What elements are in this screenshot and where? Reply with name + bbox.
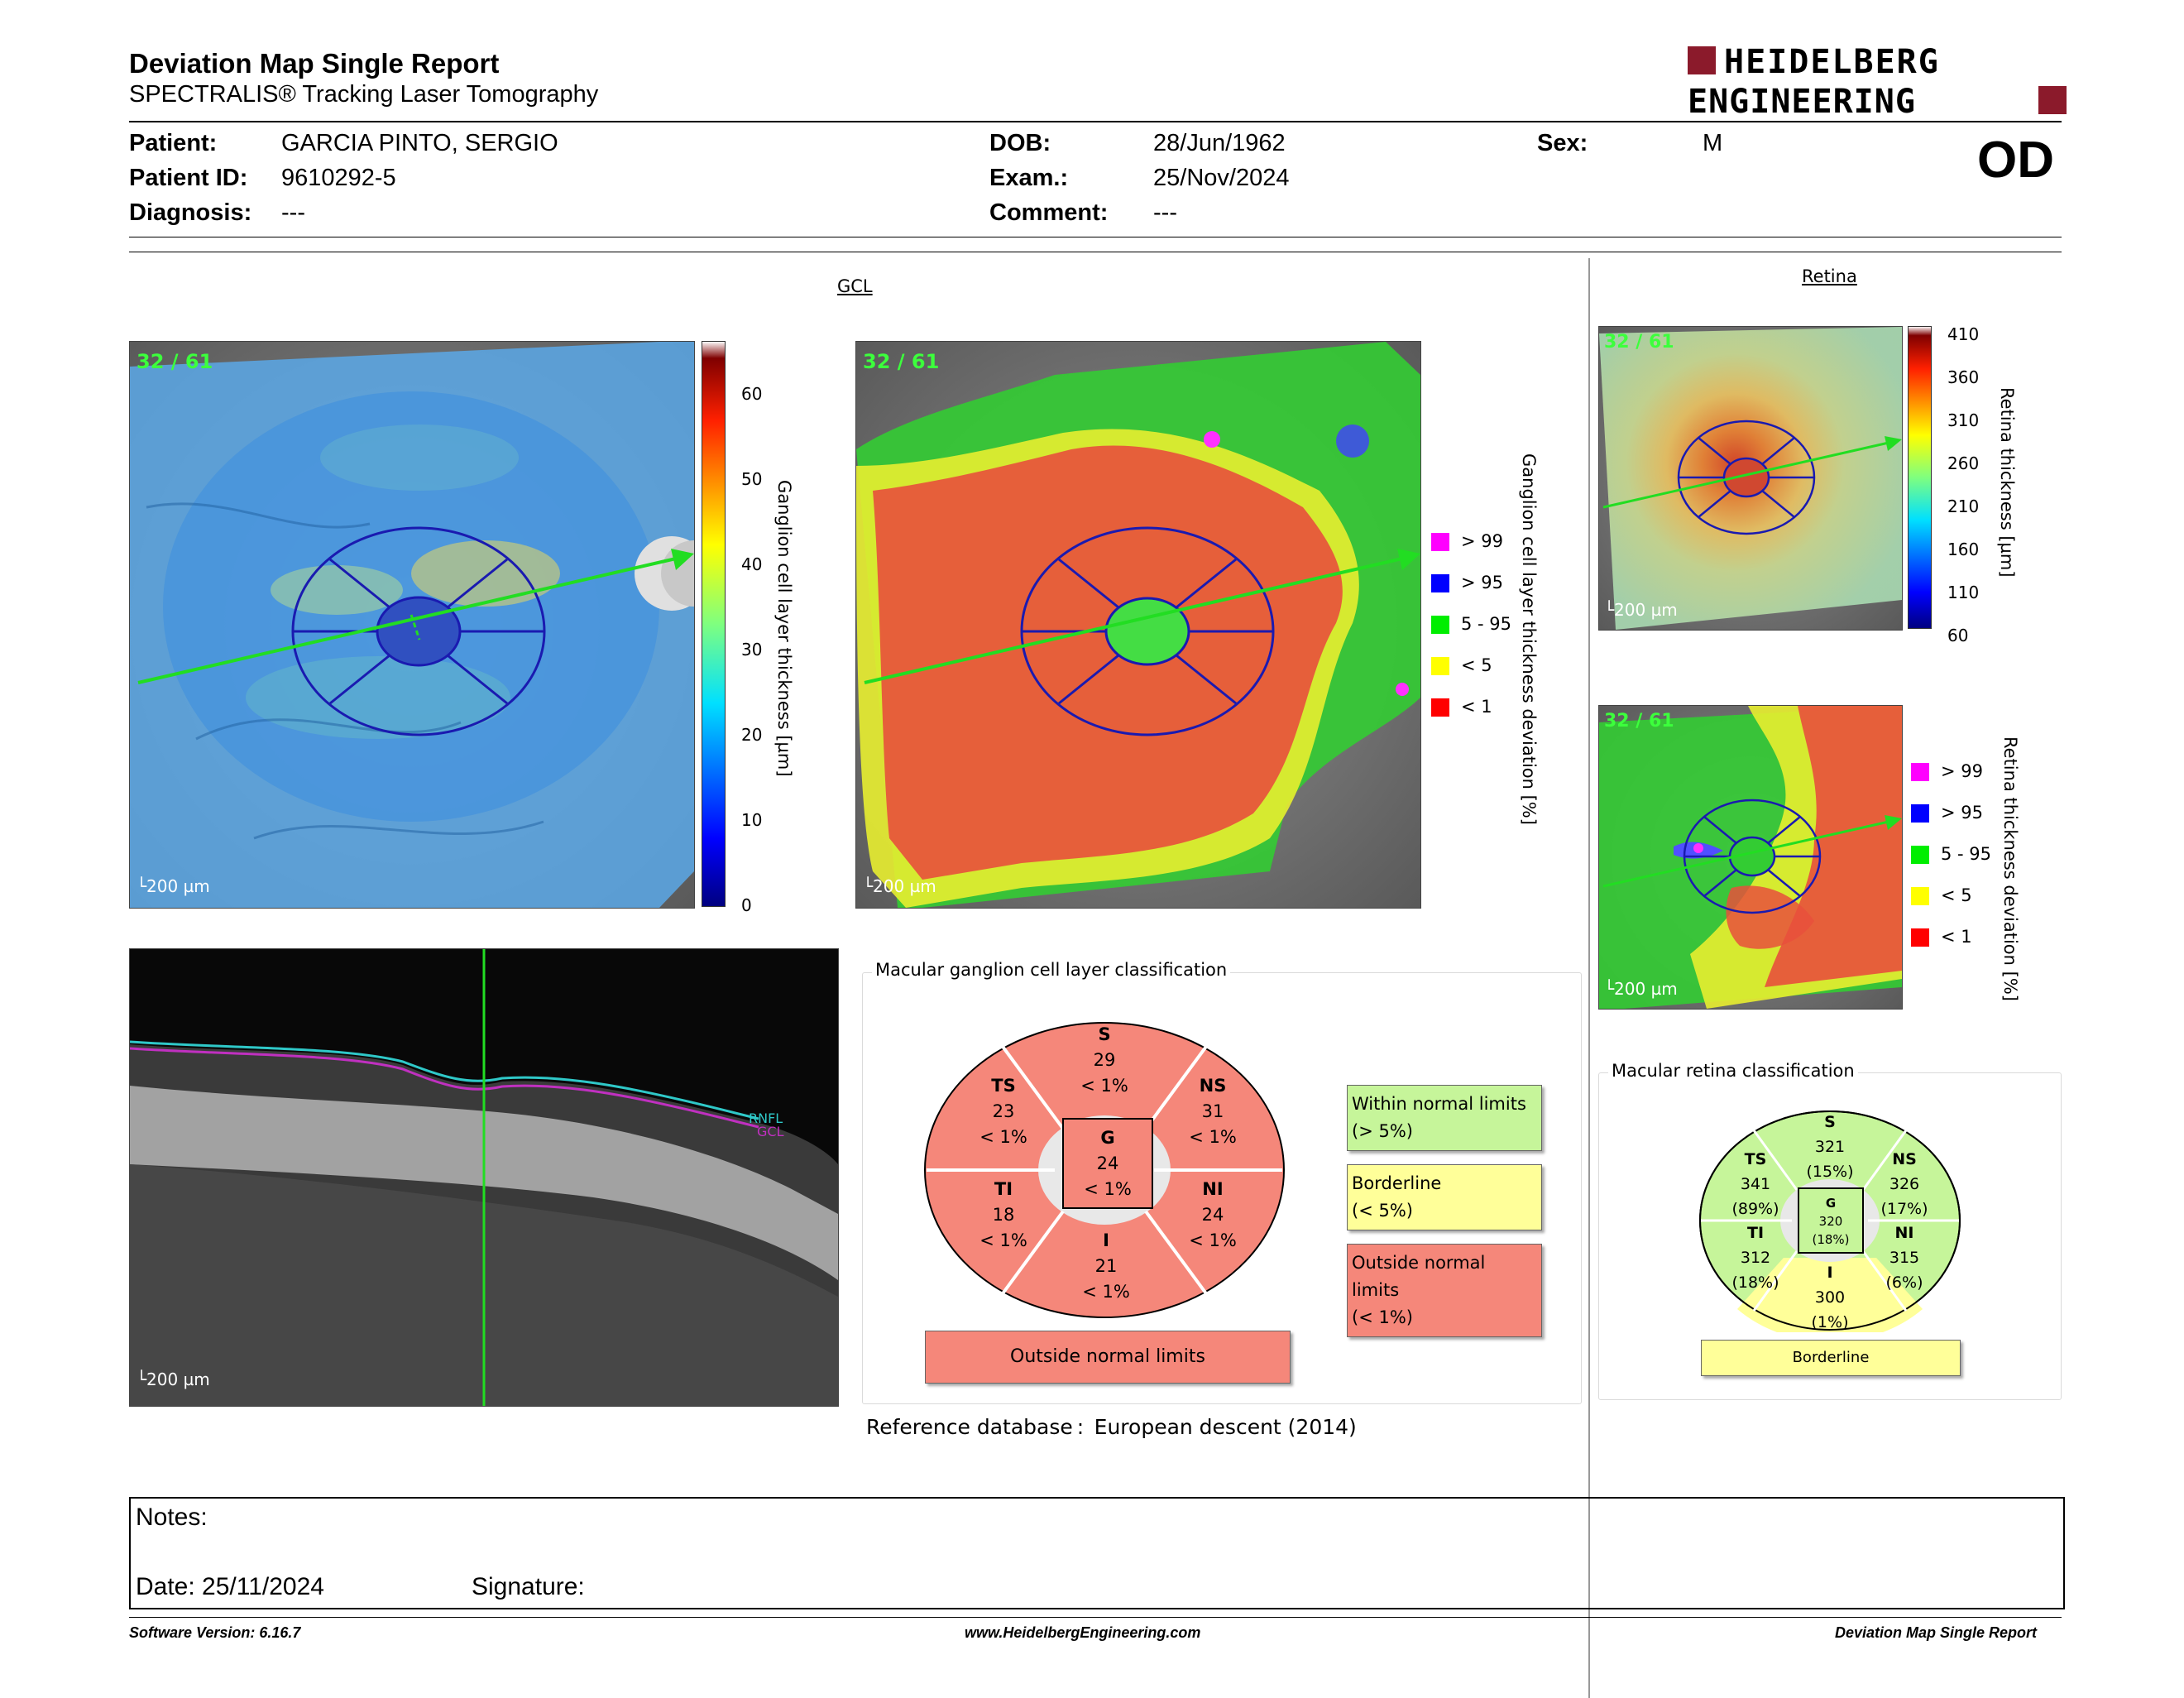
patient-id-label: Patient ID: <box>129 165 248 191</box>
gcl-sector-ti-name: TI <box>994 1179 1013 1199</box>
retina-deviation-legend-label: < 1 <box>1941 927 1972 947</box>
retina-thickness-map <box>1598 326 1903 631</box>
gcl-sector-g-value: 24 <box>1096 1154 1119 1173</box>
gcl-deviation-legend-label: 5 - 95 <box>1461 614 1512 634</box>
classification-legend-threshold: (> 5%) <box>1352 1121 1413 1141</box>
gcl-deviation-legend-swatch <box>1431 616 1449 634</box>
retina-classification-title: Macular retina classification <box>1608 1061 1858 1081</box>
classification-legend-item <box>1347 1085 1542 1151</box>
diagnosis-value: --- <box>281 199 305 226</box>
gcl-bscan <box>129 948 839 1407</box>
retina-thickness-axis-label: Retina thickness [µm] <box>1997 387 2017 578</box>
ret-sector-i-name: I <box>1827 1264 1833 1282</box>
retina-deviation-scale-bar: └200 µm <box>1604 979 1678 999</box>
gcl-sector-ns-value: 31 <box>1201 1101 1224 1121</box>
patient-label: Patient: <box>129 130 218 156</box>
section-divider <box>1588 258 1590 1698</box>
bscan-rnfl-label: RNFL <box>749 1110 783 1126</box>
retina-deviation-legend-label: < 5 <box>1941 885 1972 905</box>
gcl-thickness-tick: 10 <box>741 810 763 830</box>
bscan-scale-bar: └200 µm <box>136 1369 210 1389</box>
exam-value: 25/Nov/2024 <box>1153 165 1290 191</box>
retina-thickness-tick: 160 <box>1947 540 1980 559</box>
ret-sector-ns-pct: (17%) <box>1880 1200 1928 1218</box>
report-subtitle: SPECTRALIS® Tracking Laser Tomography <box>129 81 599 108</box>
reference-database: Reference database : European descent (2014) <box>866 1415 1357 1439</box>
retina-thickness-tick: 210 <box>1947 496 1980 516</box>
logo-line-2: ENGINEERING <box>1688 83 1916 119</box>
retina-thickness-tick: 260 <box>1947 453 1980 473</box>
gcl-thickness-frame-count: 32 / 61 <box>136 350 213 373</box>
gcl-deviation-scale-bar: └200 µm <box>863 876 936 896</box>
gcl-deviation-legend-label: < 5 <box>1461 655 1492 675</box>
gcl-deviation-legend-swatch <box>1431 533 1449 551</box>
retina-deviation-legend-label: > 99 <box>1941 761 1983 781</box>
patient-id: 9610292-5 <box>281 165 396 191</box>
diagnosis-label: Diagnosis: <box>129 199 252 226</box>
gcl-sector-s-value: 29 <box>1093 1050 1116 1070</box>
retina-thickness-tick: 310 <box>1947 410 1980 430</box>
gcl-thickness-tick: 0 <box>741 895 752 915</box>
ret-sector-g-value: 320 <box>1818 1214 1843 1229</box>
footer-software-version: Software Version: 6.16.7 <box>129 1624 301 1641</box>
ret-sector-ts-name: TS <box>1744 1150 1767 1168</box>
gcl-thickness-scale-bar: └200 µm <box>136 876 210 896</box>
heidelberg-logo <box>1688 43 2068 119</box>
gcl-deviation-axis-label: Ganglion cell layer thickness deviation [%] <box>1519 453 1539 825</box>
gcl-sector-i-pct: < 1% <box>1082 1282 1130 1302</box>
comment-label: Comment: <box>989 199 1109 226</box>
gcl-section-title: GCL <box>837 276 873 296</box>
retina-section-title: Retina <box>1802 266 1857 286</box>
retina-thickness-scale-bar: └200 µm <box>1604 600 1678 620</box>
gcl-sector-s-name: S <box>1098 1024 1111 1044</box>
classification-legend-threshold: (< 1%) <box>1352 1307 1413 1327</box>
comment-value: --- <box>1153 199 1177 226</box>
gcl-sector-ns-name: NS <box>1199 1076 1227 1096</box>
gcl-classification-result: Outside normal limits <box>925 1331 1291 1384</box>
retina-deviation-legend-label: 5 - 95 <box>1941 844 1992 864</box>
gcl-deviation-legend-label: < 1 <box>1461 697 1492 717</box>
retina-deviation-legend-swatch <box>1911 928 1929 947</box>
ret-sector-ti-pct: (18%) <box>1731 1274 1779 1292</box>
gcl-deviation-legend-swatch <box>1431 574 1449 592</box>
ret-sector-s-value: 321 <box>1814 1138 1846 1156</box>
retina-thickness-tick: 110 <box>1947 583 1980 602</box>
ret-sector-ns-value: 326 <box>1889 1175 1920 1193</box>
gcl-sector-ni-value: 24 <box>1201 1205 1224 1225</box>
ret-sector-ti-value: 312 <box>1740 1249 1771 1267</box>
gcl-deviation-legend-label: > 95 <box>1461 573 1503 592</box>
gcl-sector-ni-name: NI <box>1202 1179 1224 1199</box>
sex-label: Sex: <box>1537 130 1588 156</box>
gcl-sector-i-value: 21 <box>1094 1256 1118 1276</box>
bscan-gcl-label: GCL <box>757 1124 784 1139</box>
retina-thickness-tick: 60 <box>1947 626 1969 645</box>
ret-sector-ni-value: 315 <box>1889 1249 1920 1267</box>
classification-legend-title: Within normal limits <box>1352 1094 1526 1114</box>
sex-value: M <box>1703 130 1723 156</box>
eye-laterality: OD <box>1977 132 2054 189</box>
notes-label: Notes: <box>136 1504 208 1531</box>
retina-deviation-legend-swatch <box>1911 763 1929 781</box>
classification-legend-title: Outside normal limits <box>1352 1253 1486 1300</box>
gcl-sector-ti-pct: < 1% <box>979 1230 1027 1250</box>
retina-deviation-legend-swatch <box>1911 887 1929 905</box>
gcl-sector-ni-pct: < 1% <box>1189 1230 1237 1250</box>
gcl-sector-g-name: G <box>1100 1128 1115 1148</box>
gcl-thickness-tick: 50 <box>741 469 763 489</box>
gcl-thickness-tick: 30 <box>741 640 763 660</box>
classification-legend-item <box>1347 1164 1542 1230</box>
footer-report-name: Deviation Map Single Report <box>1835 1624 2038 1641</box>
gcl-sector-ts-name: TS <box>991 1076 1016 1096</box>
header-rule <box>129 121 2062 122</box>
notes-date: Date: 25/11/2024 <box>136 1573 324 1600</box>
ret-sector-ns-name: NS <box>1892 1150 1917 1168</box>
ret-sector-ni-name: NI <box>1894 1224 1914 1242</box>
signature-label: Signature: <box>472 1573 585 1600</box>
report-title: Deviation Map Single Report <box>129 48 500 79</box>
gcl-sector-ts-value: 23 <box>992 1101 1015 1121</box>
dob-label: DOB: <box>989 130 1051 156</box>
gcl-sector-ns-pct: < 1% <box>1189 1127 1237 1147</box>
retina-thickness-frame-count: 32 / 61 <box>1604 332 1674 353</box>
ret-sector-g-name: G <box>1825 1196 1837 1211</box>
logo-line-1: HEIDELBERG <box>1724 43 1940 81</box>
ret-sector-g-pct: (18%) <box>1812 1232 1850 1247</box>
gcl-deviation-legend-swatch <box>1431 698 1449 717</box>
classification-legend-threshold: (< 5%) <box>1352 1201 1413 1221</box>
retina-deviation-axis-label: Retina thickness deviation [%] <box>2000 736 2020 1001</box>
footer-rule <box>129 1617 2062 1618</box>
classification-legend-item <box>1347 1244 1542 1337</box>
ret-sector-i-pct: (1%) <box>1811 1313 1849 1331</box>
ret-sector-ts-pct: (89%) <box>1731 1200 1779 1218</box>
patient-name: GARCIA PINTO, SERGIO <box>281 130 558 156</box>
gcl-thickness-tick: 40 <box>741 554 763 574</box>
gcl-sector-ti-value: 18 <box>992 1205 1015 1225</box>
retina-deviation-legend-swatch <box>1911 846 1929 864</box>
gcl-sector-ts-pct: < 1% <box>979 1127 1027 1147</box>
dob-value: 28/Jun/1962 <box>1153 130 1286 156</box>
ret-sector-ts-value: 341 <box>1740 1175 1771 1193</box>
gcl-thickness-tick: 60 <box>741 384 763 404</box>
retina-sector-diagram <box>1698 1109 1962 1332</box>
gcl-sector-i-name: I <box>1103 1230 1109 1250</box>
retina-thickness-tick: 410 <box>1947 324 1980 344</box>
retina-thickness-tick: 360 <box>1947 367 1980 387</box>
gcl-sector-s-pct: < 1% <box>1080 1076 1128 1096</box>
gcl-deviation-map <box>855 341 1421 909</box>
ret-sector-ti-name: TI <box>1746 1224 1765 1242</box>
exam-label: Exam.: <box>989 165 1069 191</box>
retina-classification-result: Borderline <box>1701 1340 1961 1376</box>
retina-deviation-legend-swatch <box>1911 804 1929 823</box>
gcl-thickness-colorbar <box>702 341 726 907</box>
classification-legend-title: Borderline <box>1352 1173 1442 1193</box>
retina-deviation-frame-count: 32 / 61 <box>1604 711 1674 731</box>
ret-sector-s-name: S <box>1824 1113 1836 1131</box>
ret-sector-s-pct: (15%) <box>1806 1163 1854 1181</box>
gcl-deviation-legend-label: > 99 <box>1461 531 1503 551</box>
ret-sector-i-value: 300 <box>1814 1288 1846 1307</box>
gcl-deviation-legend-swatch <box>1431 657 1449 675</box>
gcl-thickness-map <box>129 341 695 909</box>
gcl-sector-g-pct: < 1% <box>1084 1179 1132 1199</box>
notes-box[interactable] <box>129 1497 2065 1609</box>
retina-deviation-map <box>1598 705 1903 1010</box>
gcl-sector-diagram <box>922 1019 1286 1321</box>
gcl-thickness-tick: 20 <box>741 725 763 745</box>
retina-thickness-colorbar <box>1908 326 1933 629</box>
ret-sector-ni-pct: (6%) <box>1885 1274 1923 1292</box>
gcl-deviation-frame-count: 32 / 61 <box>863 350 940 373</box>
retina-deviation-legend-label: > 95 <box>1941 803 1983 823</box>
gcl-thickness-axis-label: Ganglion cell layer thickness [µm] <box>774 480 794 777</box>
gcl-classification-title: Macular ganglion cell layer classification <box>872 960 1230 980</box>
footer-website[interactable]: www.HeidelbergEngineering.com <box>965 1624 1201 1641</box>
